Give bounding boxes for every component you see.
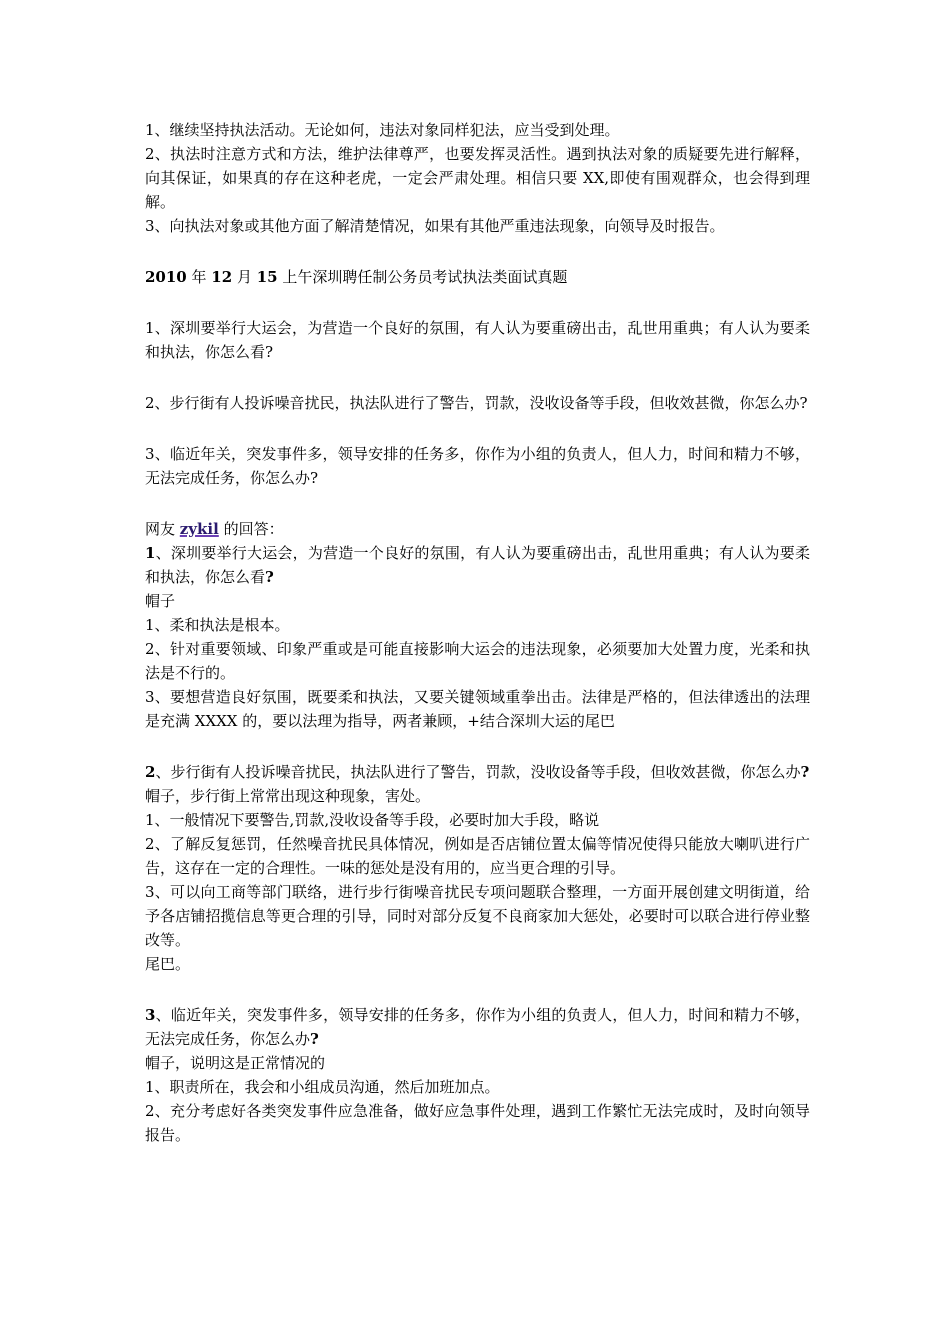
answer-line: 尾巴。 <box>145 955 191 973</box>
answer-line: 帽子，步行街上常常出现这种现象，害处。 <box>145 787 431 805</box>
answer-line: 1、一般情况下要警告,罚款,没收设备等手段，必要时加大手段，略说 <box>145 811 600 829</box>
answer-line: 帽子，说明这是正常情况的 <box>145 1054 326 1072</box>
answer-line: 3、可以向工商等部门联络，进行步行街噪音扰民专项问题联合整理，一方面开展创建文明街道，给予各店铺招揽信息等更合理的引导，同时对部分反复不良商家加大惩处，必要时可以联合进行停业整改等。 <box>145 883 810 949</box>
answer-question <box>145 1003 810 1051</box>
answer-line: 2、充分考虑好各类突发事件应急准备，做好应急事件处理，遇到工作繁忙无法完成时，及时向领导报告。 <box>145 1102 810 1144</box>
answer-intro-prefix: 网友 <box>145 520 180 538</box>
answer-number: 3 <box>145 1006 156 1024</box>
title-text: 月 <box>232 268 257 286</box>
user-link[interactable]: zykil <box>179 520 219 538</box>
document-page <box>145 118 810 1147</box>
title-day: 15 <box>256 268 278 286</box>
answer-question <box>145 541 810 589</box>
title-year: 2010 <box>145 268 187 286</box>
answer-qmark: ? <box>310 1030 319 1048</box>
answer-line: 1、柔和执法是根本。 <box>145 616 290 634</box>
question-item: 2、步行街有人投诉噪音扰民，执法队进行了警告，罚款，没收设备等手段，但收效甚微，你怎么办? <box>145 394 808 412</box>
exam-title <box>145 265 810 289</box>
answer-line: 2、针对重要领域、印象严重或是可能直接影响大运会的违法现象，必须要加大处置力度，光柔和执法是不行的。 <box>145 640 810 682</box>
question-item: 3、临近年关，突发事件多，领导安排的任务多，你作为小组的负责人，但人力，时间和精力不够，无法完成任务，你怎么办? <box>145 445 810 487</box>
intro-item: 2、执法时注意方式和方法，维护法律尊严，也要发挥灵活性。遇到执法对象的质疑要先进行解释，向其保证，如果真的存在这种老虎，一定会严肃处理。相信只要 XX,即使有围观群众，也会得到理解。 <box>145 145 810 211</box>
title-text: 上午深圳聘任制公务员考试执法类面试真题 <box>277 268 568 286</box>
intro-item: 3、向执法对象或其他方面了解清楚情况，如果有其他严重违法现象，向领导及时报告。 <box>145 217 725 235</box>
answer-qmark: ? <box>800 763 810 781</box>
answer-question <box>145 760 810 784</box>
intro-item: 1、继续坚持执法活动。无论如何，违法对象同样犯法，应当受到处理。 <box>145 121 620 139</box>
answer-question-text: 、深圳要举行大运会，为营造一个良好的氛围，有人认为要重磅出击，乱世用重典；有人认为要柔和执法，你怎么看 <box>145 544 810 586</box>
answer-intro <box>145 517 810 541</box>
answer-line: 1、职责所在，我会和小组成员沟通，然后加班加点。 <box>145 1078 500 1096</box>
title-text: 年 <box>186 268 212 286</box>
answer-line: 帽子 <box>145 592 176 610</box>
answer-qmark: ? <box>265 568 274 586</box>
answer-line: 3、要想营造良好氛围，既要柔和执法，又要关键领域重拳出击。法律是严格的，但法律透出的法理是充满 XXXX 的，要以法理为指导，两者兼顾，+结合深圳大运的尾巴 <box>145 688 810 730</box>
answer-question-text: 、临近年关，突发事件多，领导安排的任务多，你作为小组的负责人，但人力，时间和精力不够，无法完成任务，你怎么办 <box>145 1006 810 1048</box>
answer-intro-suffix: 的回答： <box>218 520 284 538</box>
title-month: 12 <box>211 268 233 286</box>
answer-number: 2 <box>145 763 156 781</box>
answer-question-text: 、步行街有人投诉噪音扰民，执法队进行了警告，罚款，没收设备等手段，但收效甚微，你怎么办 <box>155 763 801 781</box>
question-item: 1、深圳要举行大运会，为营造一个良好的氛围，有人认为要重磅出击，乱世用重典；有人认为要柔和执法，你怎么看? <box>145 319 810 361</box>
answer-number: 1 <box>145 544 156 562</box>
answer-line: 2、了解反复惩罚，任然噪音扰民具体情况，例如是否店铺位置太偏等情况使得只能放大喇叭进行广告，这存在一定的合理性。一味的惩处是没有用的，应当更合理的引导。 <box>145 835 810 877</box>
